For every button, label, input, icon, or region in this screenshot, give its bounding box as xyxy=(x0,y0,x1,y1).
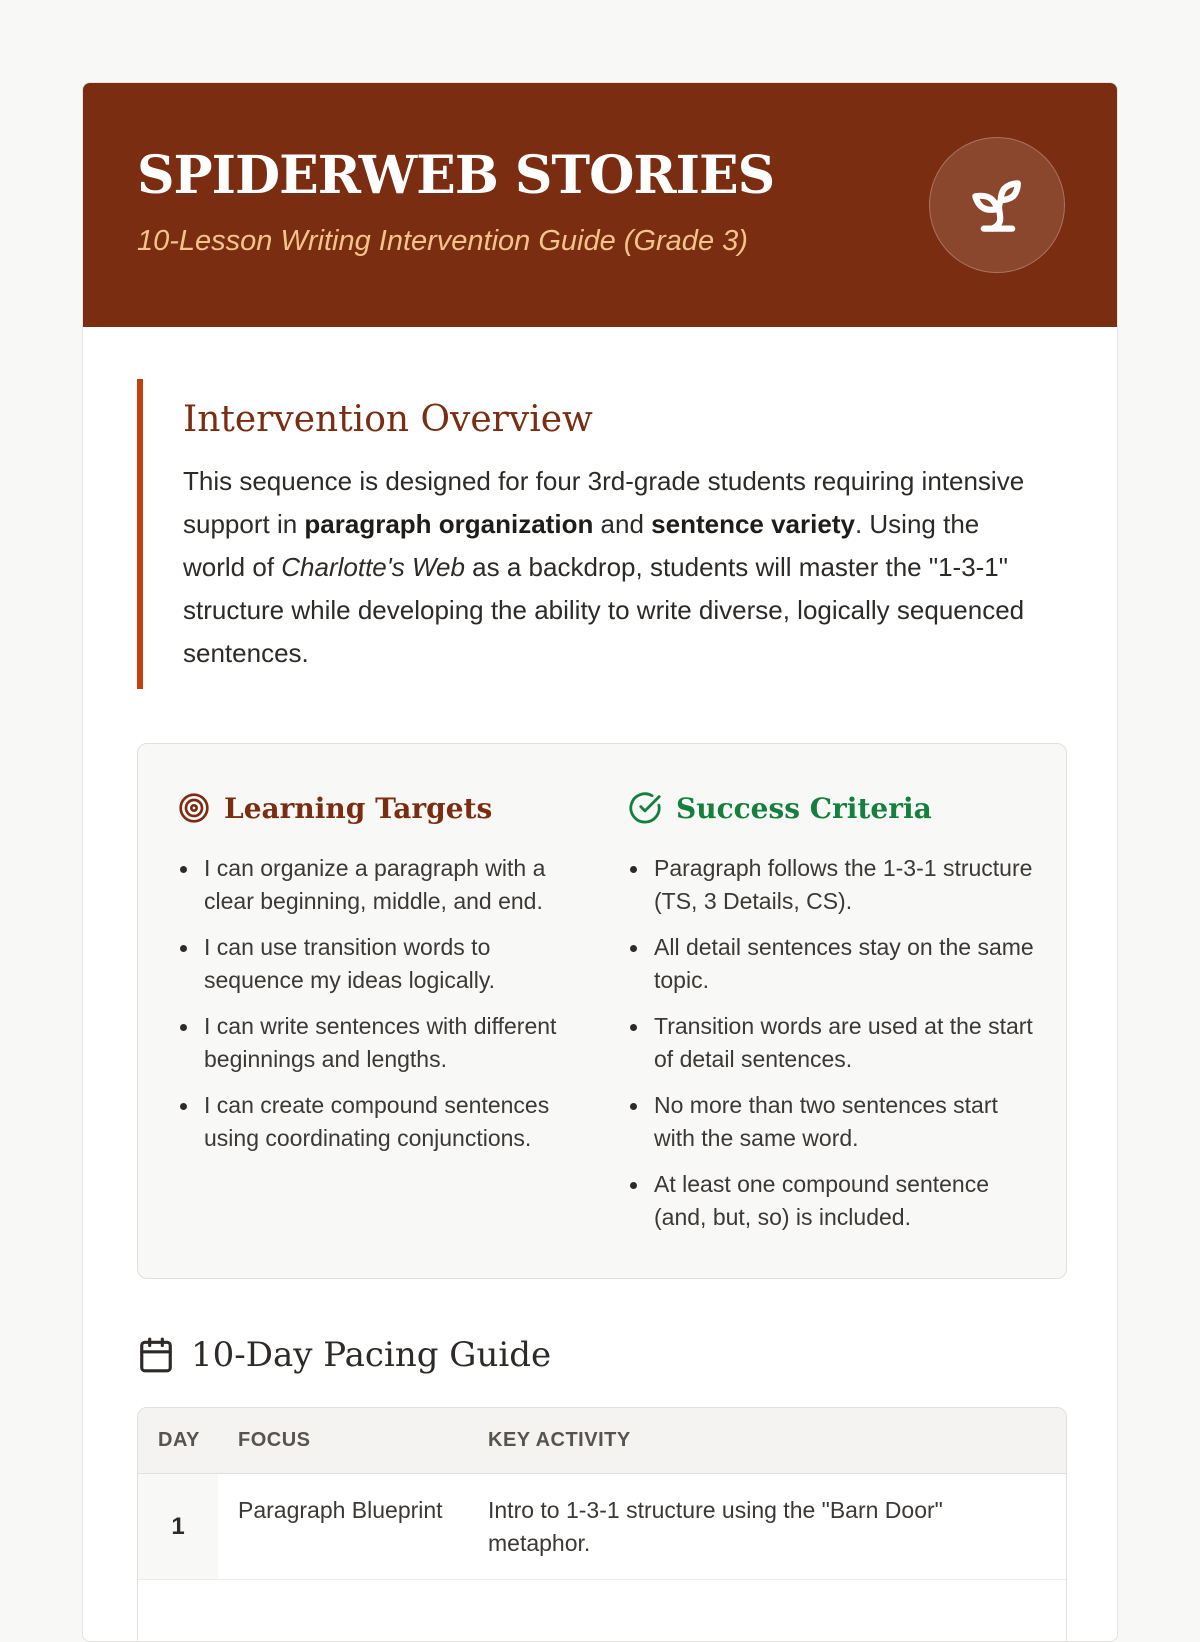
list-item: I can use transition words to sequence my ideas logically. xyxy=(178,931,588,997)
overview-bold-sentence-variety: sentence variety xyxy=(651,509,855,539)
row-focus: Paragraph Blueprint xyxy=(238,1497,443,1523)
targets-panel xyxy=(137,743,1067,1279)
overview-book-title: Charlotte's Web xyxy=(281,552,465,582)
success-criteria-title: Success Criteria xyxy=(676,791,932,825)
pacing-title: 10-Day Pacing Guide xyxy=(191,1335,552,1375)
list-item: At least one compound sentence (and, but, so) is included. xyxy=(628,1168,1038,1234)
pacing-table xyxy=(137,1407,1067,1642)
guide-card xyxy=(82,82,1118,1642)
learning-targets-header xyxy=(178,788,588,828)
overview-text-part: This sequence is designed for four 3rd-grade students requiring intensive support in xyxy=(183,466,1025,539)
list-item: I can create compound sentences using coordinating conjunctions. xyxy=(178,1089,588,1155)
list-item: I can write sentences with different beginnings and lengths. xyxy=(178,1010,588,1076)
intervention-overview xyxy=(137,379,1047,689)
calendar-icon xyxy=(137,1336,175,1374)
column-header-day: DAY xyxy=(158,1429,200,1451)
column-header-activity: KEY ACTIVITY xyxy=(488,1429,631,1451)
page-subtitle: 10-Lesson Writing Intervention Guide (Grade 3) xyxy=(137,225,748,257)
overview-text-part: . Using the world of xyxy=(183,509,980,582)
learning-targets-list xyxy=(178,852,588,1155)
learning-targets-title: Learning Targets xyxy=(224,791,493,825)
list-item: Transition words are used at the start of detail sentences. xyxy=(628,1010,1038,1076)
row-day: 1 xyxy=(138,1474,218,1579)
success-criteria-header xyxy=(628,788,1038,828)
overview-bold-paragraph-organization: paragraph organization xyxy=(304,509,594,539)
table-header xyxy=(138,1408,1066,1474)
list-item: Paragraph follows the 1-3-1 structure (TS, 3 Details, CS). xyxy=(628,852,1038,918)
success-criteria xyxy=(628,788,1038,1247)
row-activity: Intro to 1-3-1 structure using the "Barn Door" metaphor. xyxy=(488,1497,943,1556)
target-icon xyxy=(178,792,210,824)
pacing-header xyxy=(137,1335,551,1375)
sprout-icon xyxy=(964,172,1032,240)
page-title: SPIDERWEB STORIES xyxy=(137,145,775,206)
overview-text xyxy=(183,460,1047,675)
list-item: All detail sentences stay on the same topic. xyxy=(628,931,1038,997)
list-item: I can organize a paragraph with a clear beginning, middle, and end. xyxy=(178,852,588,918)
check-circle-icon xyxy=(628,791,662,825)
table-row xyxy=(138,1474,1066,1580)
overview-title: Intervention Overview xyxy=(183,399,593,440)
learning-targets xyxy=(178,788,588,1168)
overview-text-part: and xyxy=(593,509,652,539)
header-banner xyxy=(83,83,1117,327)
column-header-focus: FOCUS xyxy=(238,1429,311,1451)
list-item: No more than two sentences start with the same word. xyxy=(628,1089,1038,1155)
overview-text-part: as a backdrop, students will master the "1-3-1" structure while developing the ability to write diverse, logically sequenced sentences. xyxy=(183,552,1025,668)
success-criteria-list xyxy=(628,852,1038,1234)
logo-badge xyxy=(929,137,1065,273)
